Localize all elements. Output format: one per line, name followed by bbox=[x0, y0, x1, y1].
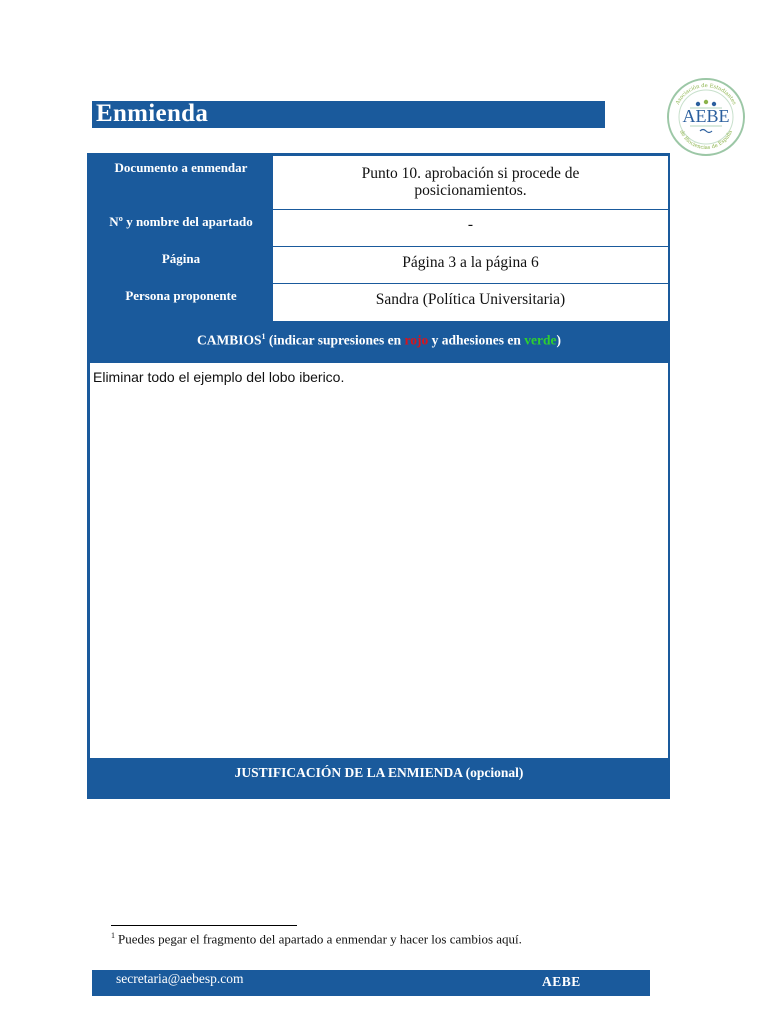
value-proponente[interactable]: Sandra (Política Universitaria) bbox=[273, 284, 668, 321]
value-apartado[interactable]: - bbox=[273, 210, 668, 246]
value-documento[interactable]: Punto 10. aprobación si procede de posicionamientos. bbox=[273, 156, 668, 209]
label-documento: Documento a enmendar bbox=[114, 160, 248, 175]
page-footer bbox=[92, 970, 650, 996]
value-pagina[interactable]: Página 3 a la página 6 bbox=[273, 247, 668, 283]
label-apartado: Nº y nombre del apartado bbox=[109, 214, 253, 229]
footer-email[interactable]: secretaria@aebesp.com bbox=[116, 971, 244, 986]
amendment-form bbox=[87, 153, 670, 799]
page-title-bar bbox=[92, 101, 605, 128]
footnote: $^1$ Puedes pegar el fragmento del apartado a enmendar y hacer los cambios aquí. bbox=[111, 931, 522, 947]
svg-text:de Biociencias de España: de Biociencias de España bbox=[678, 129, 734, 152]
footnote-divider bbox=[111, 925, 297, 926]
svg-text:Asociación de Estudiantes: Asociación de Estudiantes bbox=[674, 82, 738, 106]
label-pagina: Página bbox=[161, 251, 201, 266]
footer-brand: AEBE bbox=[542, 974, 581, 989]
label-proponente: Persona proponente bbox=[125, 288, 237, 303]
red-word: rojo bbox=[404, 332, 429, 348]
aebe-logo bbox=[666, 77, 746, 157]
justification-header: JUSTIFICACIÓN DE LA ENMIENDA (opcional) bbox=[234, 765, 524, 780]
svg-text:AEBE: AEBE bbox=[682, 106, 730, 126]
changes-textarea[interactable] bbox=[90, 363, 668, 758]
changes-content: Eliminar todo el ejemplo del lobo iberico. bbox=[93, 369, 345, 385]
changes-header: CAMBIOS$^1$ (indicar supresiones en rojo y adhesiones en verde) bbox=[196, 332, 562, 348]
page-title: Enmienda bbox=[96, 100, 209, 127]
green-word: verde bbox=[524, 332, 557, 348]
